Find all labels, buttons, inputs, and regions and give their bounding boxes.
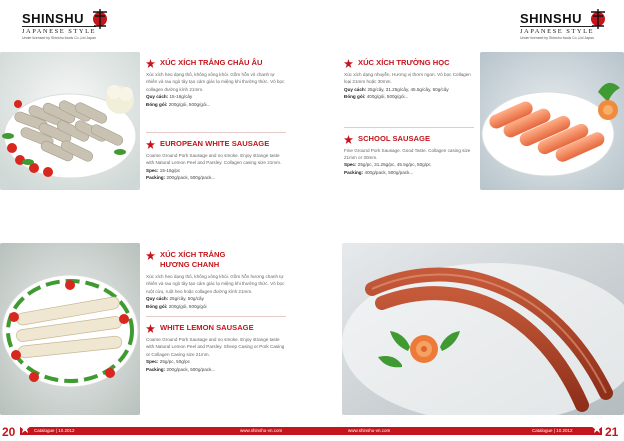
product-card-white-lemon [146, 250, 286, 373]
flower-bullet-icon [146, 140, 155, 149]
product-card-school [344, 58, 474, 176]
brand-logo [520, 12, 594, 40]
flower-bullet-icon [146, 251, 155, 260]
product-spec-en: Spec: 15-16g/pc [146, 167, 181, 173]
brand-mark-icon [90, 8, 110, 30]
product-pack-vn: Đóng gói: 200g/gói, 500g/gói... [146, 101, 211, 107]
product-description-en: Fine Ground Pork Sausage. Good Taste. Collagen casing size 21mm or 30mm. [344, 147, 471, 161]
brand-license: Under licensed by Shinshu foods Co.,Ltd Japan [520, 36, 594, 40]
brand-license: Under licensed by Shinshu foods Co.,Ltd Japan [22, 36, 96, 40]
product-title-vn: XÚC XÍCH TRẮNG HƯƠNG CHANH [146, 250, 286, 270]
product-photo-school [480, 52, 624, 190]
flower-bullet-icon [146, 324, 155, 333]
divider [146, 132, 286, 133]
product-spec-vn: Quy cách: 15-16g/cây [146, 94, 193, 100]
right-page [312, 0, 624, 441]
product-description-vn: Xúc xích heo dạng thô, không xông khói. Gồm hỗn vỏ chanh tự nhiên và rau ngò tây tạo cảm giác lạ miệng khi thưởng thức. Vỏ bọc collagen đường kính 21mm. [146, 72, 285, 92]
brand-subtitle: JAPANESE STYLE [22, 28, 97, 35]
footer-flower-icon [592, 423, 602, 433]
product-pack-en: Packing: 400g/pack, 500g/pack... [344, 169, 414, 175]
brand-name: SHINSHU [22, 11, 85, 26]
product-pack-vn: Đóng gói: 400g/gói, 500g/gói... [344, 94, 409, 100]
flower-bullet-icon [344, 59, 353, 68]
product-spec-vn: Quy cách: 25g/cây, 50g/cây [146, 296, 204, 302]
product-photo-long-sausage [342, 243, 624, 415]
product-photo-european-white [0, 52, 140, 190]
product-title-en: WHITE LEMON SAUSAGE [146, 323, 286, 333]
brand-subtitle: JAPANESE STYLE [520, 28, 595, 35]
footer-catalogue: Catalogue | 10.2012 [34, 428, 75, 433]
product-description-vn: Xúc xích heo dạng thô, không xông khói. Gồm hỗn hương chanh tự nhiên và rau ngò tây tạo cảm giác lạ miệng khi thưởng thức. Vỏ bọc ruột cừu, ruột heo hoặc collagen đường kính 21mm. [146, 274, 285, 294]
product-title-en: SCHOOL SAUSAGE [344, 134, 474, 144]
product-description-vn: Xúc xích dạng nhuyễn. Hương vị thơm ngon. Vỏ bọc Collagen loại 21mm hoặc 30mm. [344, 72, 471, 85]
divider [146, 316, 286, 317]
product-card-european-white [146, 58, 286, 182]
product-title-en: EUROPEAN WHITE SAUSAGE [146, 139, 286, 149]
product-title-vn: XÚC XÍCH TRẮNG CHÂU ÂU [146, 58, 286, 68]
product-description-en: Coarse Ground Pork Sausage and no smoke. Enjoy strange taste with Natural Lemon Peel and Parsley. Sheep Casing or Pork Casing or Collagen Casing size 21mm. [146, 337, 285, 357]
brand-name: SHINSHU [520, 11, 583, 26]
product-pack-vn: Đóng gói: 200g/gói, 500g/gói [146, 303, 207, 309]
footer-flower-icon [20, 423, 30, 433]
product-description-en: Coarse Ground Pork Sausage and no smoke. Enjoy strange taste with Natural Lemon Peel and Parsley. Collagen casing size 21mm. [146, 153, 282, 166]
product-pack-en: Packing: 200g/pack, 500g/pack... [146, 175, 216, 181]
divider [344, 127, 474, 128]
product-spec-en: Spec: 25g/pc, 31.25g/pc, 45.5g/pc, 50g/pc [344, 162, 431, 168]
flower-bullet-icon [146, 59, 155, 68]
product-title-vn: XÚC XÍCH TRƯỜNG HỌC [344, 58, 474, 68]
product-pack-en: Packing: 200g/pack, 500g/pack... [146, 366, 216, 372]
page-number: 21 [605, 425, 619, 439]
flower-bullet-icon [344, 135, 353, 144]
product-photo-white-lemon [0, 243, 140, 415]
page-number: 20 [2, 425, 16, 439]
brand-logo [22, 12, 96, 40]
product-spec-vn: Quy cách: 25g/cây, 31.25g/cây, 45.5g/cây, 50g/cây [344, 86, 449, 92]
footer-url[interactable]: www.shinshu-vn.com [348, 428, 391, 433]
product-spec-en: Spec: 25g/pc, 50g/pc [146, 359, 190, 365]
footer-catalogue: Catalogue | 10.2012 [532, 428, 573, 433]
footer-url[interactable]: www.shinshu-vn.com [240, 428, 283, 433]
brand-mark-icon [588, 8, 608, 30]
